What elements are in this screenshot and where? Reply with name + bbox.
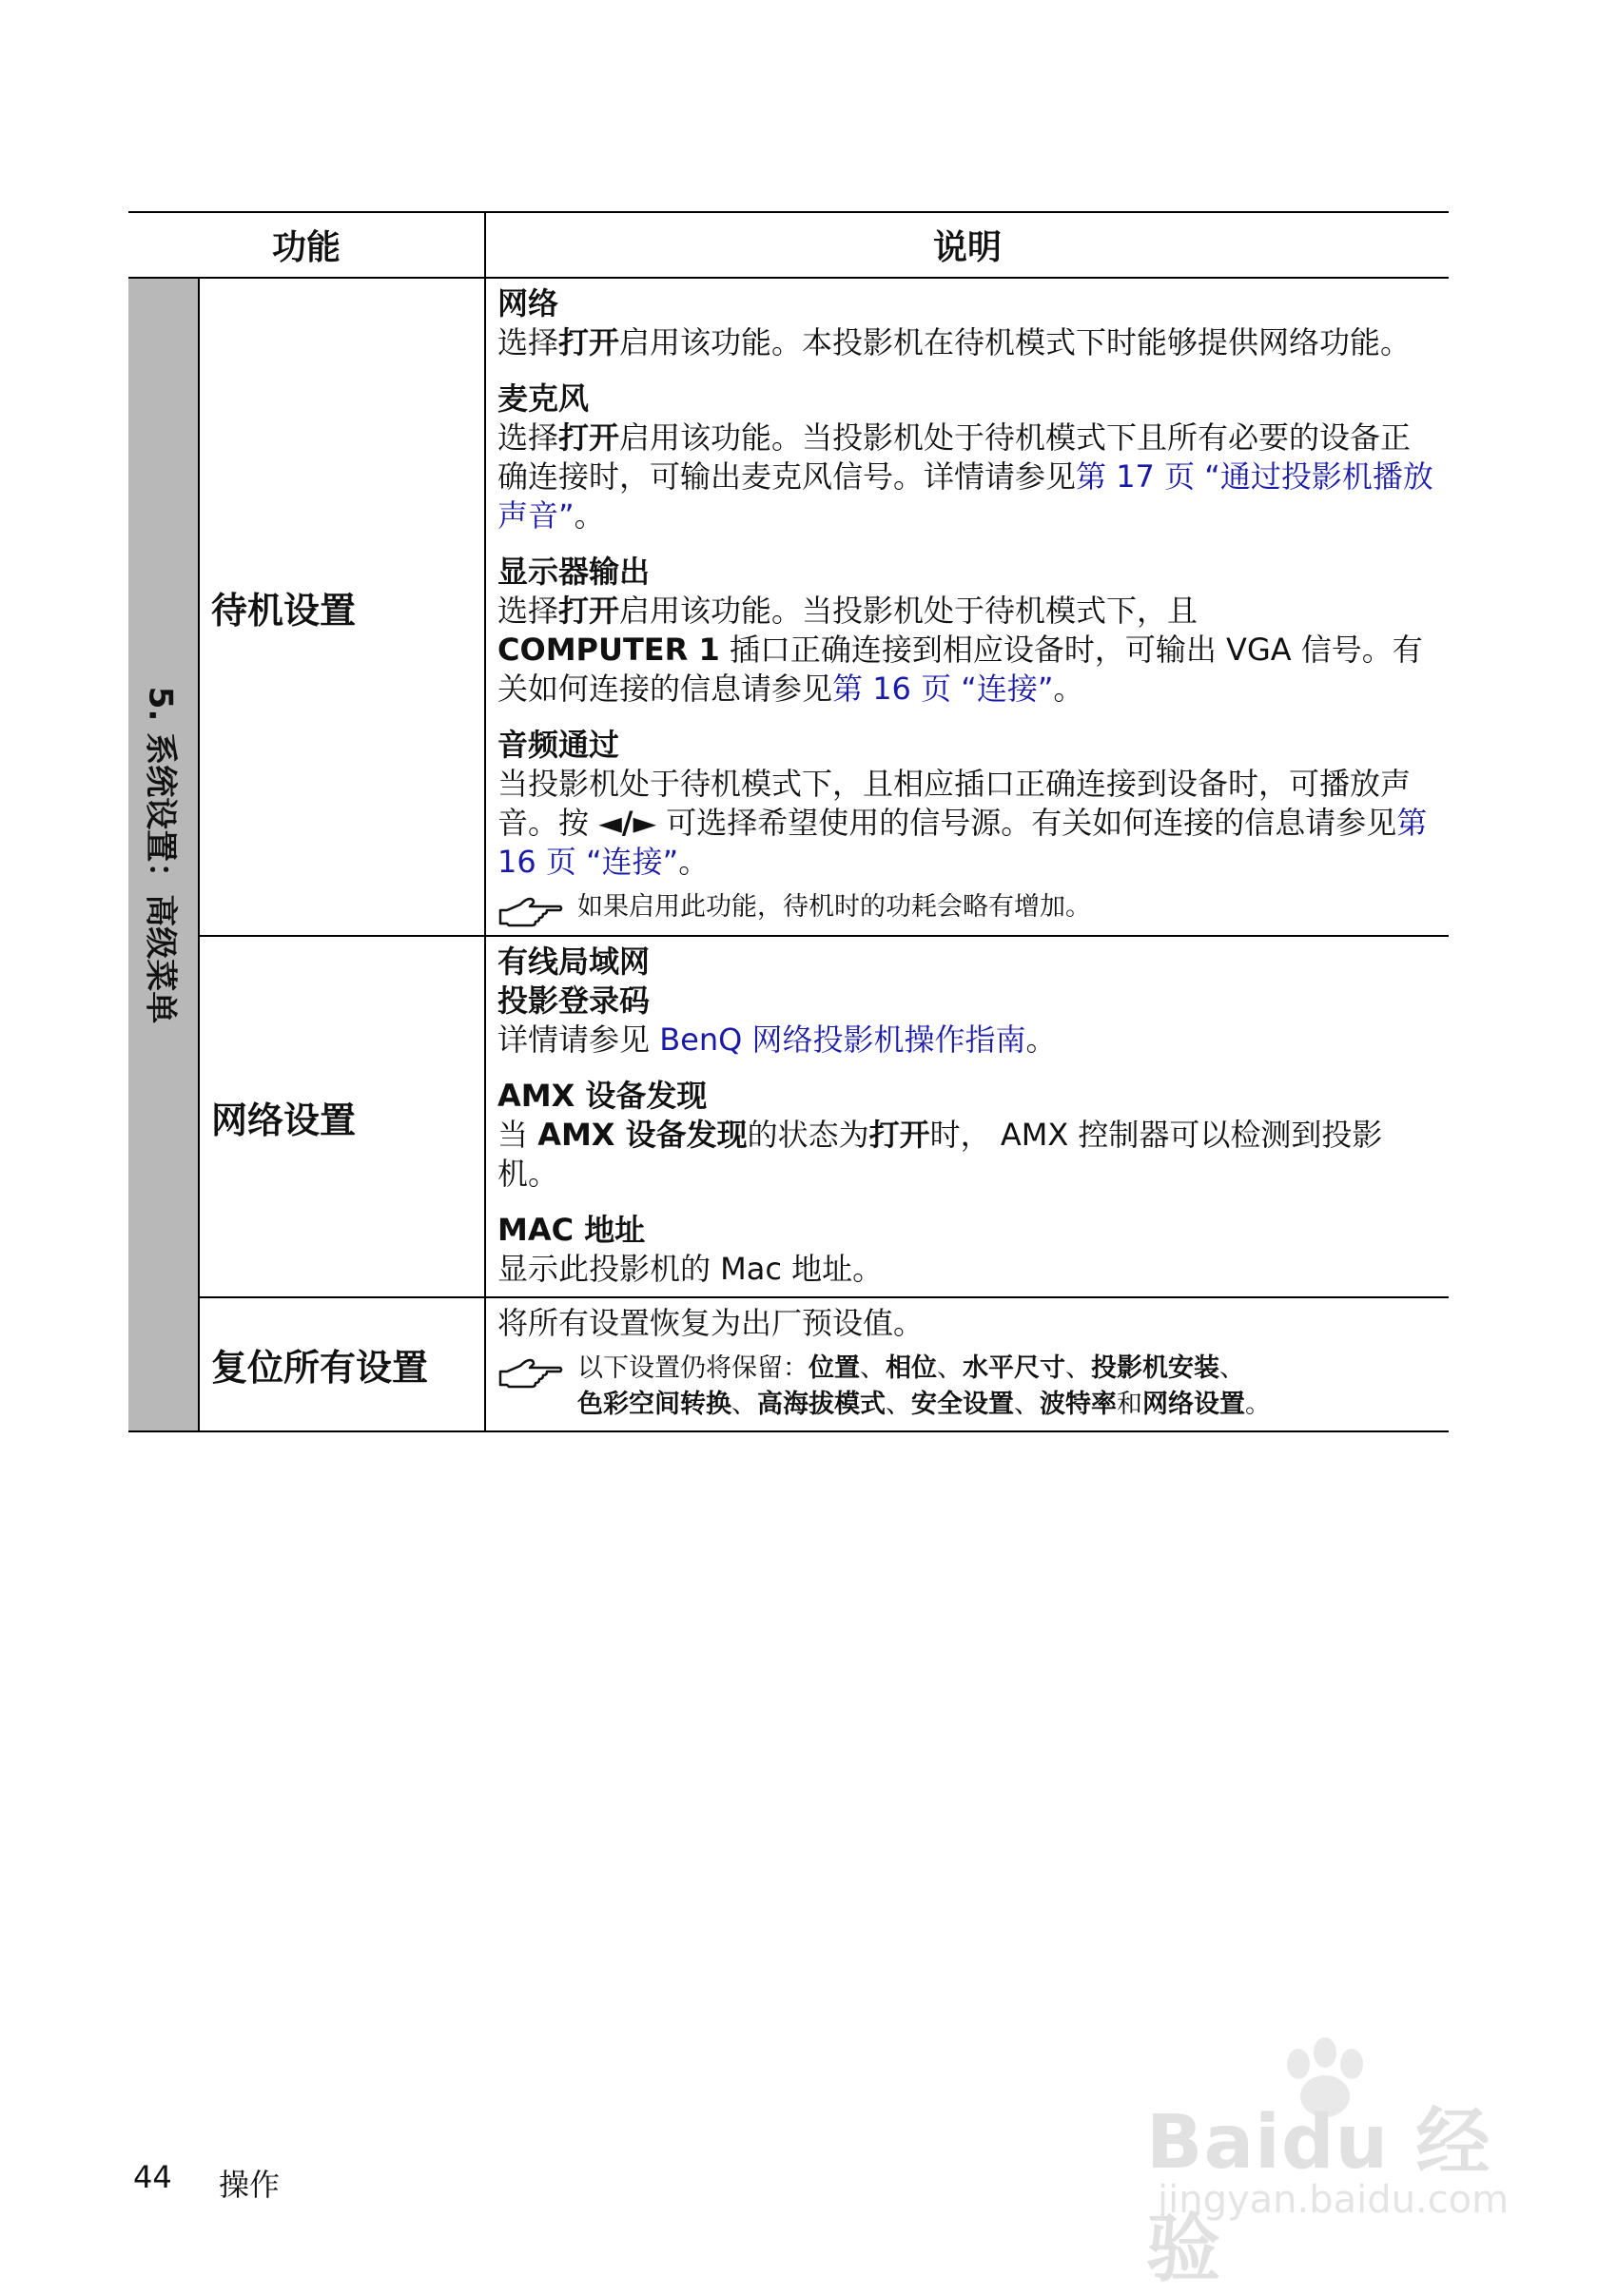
network-title: 网络 (497, 285, 559, 321)
table-rows (200, 279, 1449, 1430)
settings-table (128, 211, 1449, 1432)
mic-link[interactable]: 第 17 页 “通过投影机播放声音” (497, 458, 1433, 534)
login-title: 投影登录码 (497, 983, 651, 1019)
block-mac (497, 1211, 1437, 1289)
block-lan (497, 943, 1437, 1060)
page-number: 44 (133, 2159, 172, 2195)
table-body (128, 279, 1449, 1430)
block-monitor-out (497, 553, 1437, 709)
feature-standby: 待机设置 (200, 279, 486, 935)
description-network (486, 937, 1449, 1296)
feature-network: 网络设置 (200, 937, 486, 1296)
block-microphone (497, 379, 1437, 535)
section-label: 5. 系统设置：高级菜单 (141, 686, 179, 1023)
amx-text: 当 AMX 设备发现的状态为打开时， AMX 控制器可以检测到投影机。 (497, 1117, 1383, 1192)
watermark-brand: Baidu 经验 (1146, 2100, 1491, 2292)
table-row-network (200, 937, 1449, 1298)
block-network (497, 284, 1437, 362)
standby-note (497, 889, 1437, 927)
audio-text: 当投影机处于待机模式下，且相应插口正确连接到设备时，可播放声音。按 ◄/► 可选择希望使用的信号源。有关如何连接的信息请参见第 16 页 “连接”。 (497, 766, 1428, 880)
block-audio-pass (497, 726, 1437, 927)
section-side-tab (128, 279, 200, 1430)
description-standby (486, 279, 1449, 935)
monitor-title: 显示器输出 (497, 554, 651, 590)
table-header (128, 213, 1449, 279)
detail-text: 详情请参见 BenQ 网络投影机操作指南。 (497, 1022, 1057, 1058)
guide-link[interactable]: BenQ 网络投影机操作指南 (659, 1022, 1026, 1058)
mic-title: 麦克风 (497, 380, 590, 417)
reset-text: 将所有设置恢复为出厂预设值。 (497, 1305, 925, 1341)
header-function: 功能 (128, 213, 486, 277)
watermark-url: jingyan.baidu.com (1158, 2178, 1510, 2222)
mac-text: 显示此投影机的 Mac 地址。 (497, 1251, 884, 1287)
audio-link[interactable]: 第 16 页 “连接” (497, 805, 1428, 880)
feature-reset: 复位所有设置 (200, 1298, 486, 1430)
audio-title: 音频通过 (497, 727, 620, 763)
standby-note-text: 如果启用此功能，待机时的功耗会略有增加。 (577, 892, 1091, 922)
mic-text: 选择打开启用该功能。当投影机处于待机模式下且所有必要的设备正确连接时，可输出麦克风信号。详情请参见第 17 页 “通过投影机播放声音”。 (497, 419, 1433, 534)
table-row-reset (200, 1298, 1449, 1430)
table-row-standby (200, 279, 1449, 937)
monitor-text: 选择打开启用该功能。当投影机处于待机模式下，且 COMPUTER 1 插口正确连接到相应设备时，可输出 VGA 信号。有关如何连接的信息请参见第 16 页 “连接”。 (497, 593, 1423, 707)
pointing-hand-icon (497, 1354, 564, 1389)
amx-title: AMX 设备发现 (497, 1078, 708, 1114)
watermark (1137, 2035, 1546, 2292)
description-reset (486, 1298, 1449, 1430)
header-description: 说明 (932, 228, 1002, 267)
footer-section: 操作 (219, 2167, 281, 2203)
mac-title: MAC 地址 (497, 1212, 646, 1248)
lan-title: 有线局域网 (497, 944, 651, 980)
reset-note-text: 以下设置仍将保留：位置、相位、水平尺寸、投影机安装、 色彩空间转换、高海拔模式、安全设置、波特率和网络设置。 (577, 1353, 1271, 1419)
block-amx (497, 1077, 1437, 1194)
pointing-hand-icon (497, 893, 564, 927)
monitor-link[interactable]: 第 16 页 “连接” (832, 671, 1054, 707)
reset-note (497, 1351, 1437, 1423)
network-text: 选择打开启用该功能。本投影机在待机模式下时能够提供网络功能。 (497, 324, 1412, 360)
